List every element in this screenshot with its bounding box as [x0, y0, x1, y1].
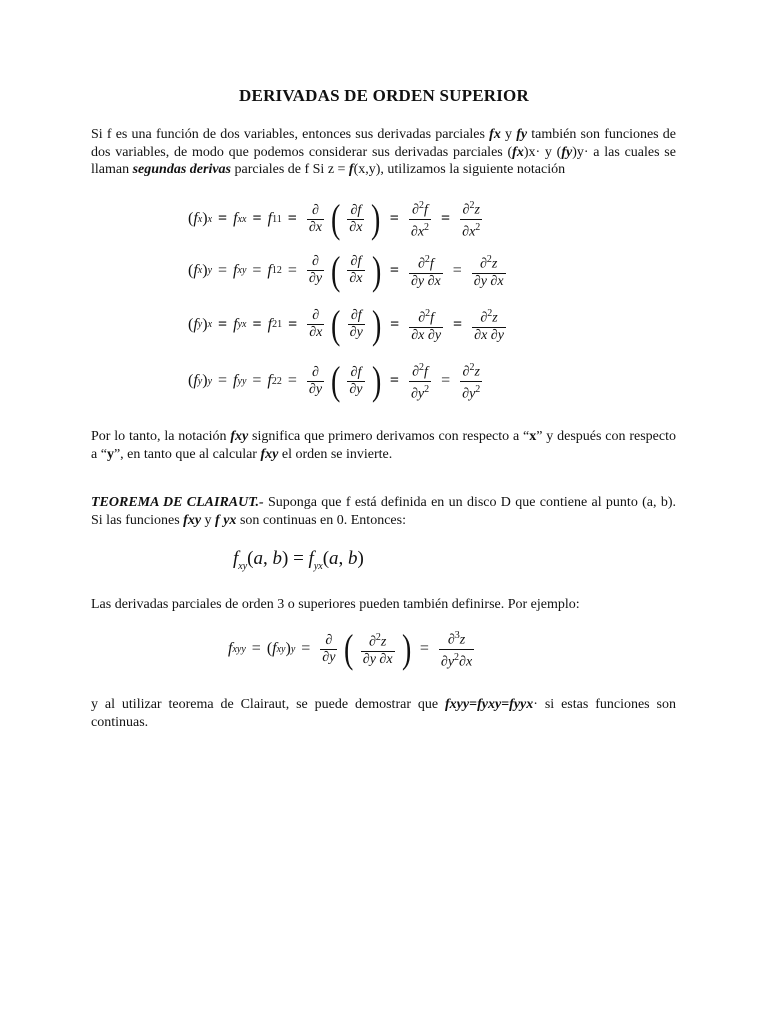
text: ”, en tanto que al calcular [113, 446, 261, 462]
text: )x· y ( [523, 144, 562, 160]
x-variable: x [529, 429, 537, 444]
equation-fxy: ( f x ) y = f xy = f 12 = $\frac{\partial}{\partial y}$ ( $\frac{\partial f}{\partial x}$ ) = $\frac{\partial^2f}{\partial y \partial x}$ = $\frac{\partial^2z}{\partial y \partial x}$ [188, 247, 504, 293]
fx-symbol: fx [489, 127, 501, 142]
text: Suponga que f está definida en un disco D que contiene al punto (a, b). Si las funciones [91, 495, 676, 528]
page-title: DERIVADAS DE ORDEN SUPERIOR [239, 86, 529, 105]
third-order-paragraph: Las derivadas parciales de orden 3 o superiores pueden también definirse. Por ejemplo: [91, 597, 580, 612]
text: el orden se invierte. [278, 446, 393, 462]
clairaut-theorem-paragraph [91, 494, 676, 529]
text: y [201, 512, 216, 528]
equals-sign: = [501, 697, 510, 712]
text: y al utilizar teorema de Clairaut, se puede demostrar que [91, 697, 446, 712]
fyx-symbol: f yx [215, 512, 237, 528]
text: significa que primero derivamos con respecto a “ [248, 429, 530, 444]
segundas-derivas-term: segundas derivas [132, 162, 232, 177]
equation-fyy: ( f y ) y = f yy = f 22 = $\frac{\partial}{\partial y}$ ( $\frac{\partial f}{\partial y}$ ) = $\frac{\partial^2f}{\partial y^2}$ = $\frac{\partial^2z}{\partial y^2}$ [188, 358, 481, 404]
text: Si f es una función de dos variables, entonces sus derivadas parciales [91, 127, 490, 142]
fx-symbol: fx [512, 144, 524, 160]
text: · si estas funciones son continuas. [91, 697, 676, 730]
fyyx-symbol: fyyx [509, 697, 534, 712]
fxyy-symbol: fxyy [445, 697, 470, 712]
text: )y· a las cuales se llaman [91, 144, 676, 177]
fyxy-symbol: fyxy [477, 697, 502, 712]
equation-fxx: ( f x ) x = f xx = f 11 = $\frac{\partial}{\partial x}$ ( $\frac{\partial f}{\partial x}$ ) = $\frac{\partial^2f}{\partial x^2}$ = $\frac{\partial^2z}{\partial x^2}$ [188, 196, 481, 242]
theorem-heading: TEOREMA DE CLAIRAUT.- [91, 495, 264, 510]
text: y [500, 127, 517, 142]
text: parciales de f Si z = [231, 162, 349, 177]
text: (x,y), utilizamos la siguiente notación [353, 162, 566, 177]
equals-sign: = [469, 697, 478, 712]
notation-paragraph [91, 428, 676, 463]
y-variable: y [106, 446, 114, 462]
text: Por lo tanto, la notación [91, 429, 231, 444]
fy-symbol: fy [516, 127, 528, 142]
f-symbol: f [348, 162, 354, 177]
text: son continuas en 0. Entonces: [236, 512, 406, 528]
fxy-symbol: fxy [260, 446, 279, 462]
conclusion-paragraph [91, 696, 676, 731]
text: también son funciones de dos variables, de modo que podemos considerar sus derivadas parciales ( [91, 127, 677, 160]
fxy-symbol: fxy [183, 512, 202, 528]
text: ” y después con respecto a “ [91, 429, 676, 462]
equation-fxyy: f xyy = ( f xy ) y = $\frac{\partial}{\partial y}$ ( $\frac{\partial^2z}{\partial y \partial x}$ ) = $\frac{\partial^3z}{\partial y^2\partial x}$ [228, 626, 473, 672]
fy-symbol: fy [561, 144, 573, 160]
equation-fyx: ( f y ) x = f yx = f 21 = $\frac{\partial}{\partial x}$ ( $\frac{\partial f}{\partial y}$ ) = $\frac{\partial^2f}{\partial x \partial y}$ = $\frac{\partial^2z}{\partial x \partial y}$ [188, 301, 504, 347]
fxy-symbol: fxy [230, 429, 249, 444]
equation-clairaut: $f_{xy}(a$, $b) = f_{yx}(a$, b) [233, 548, 364, 572]
intro-paragraph [91, 126, 676, 179]
